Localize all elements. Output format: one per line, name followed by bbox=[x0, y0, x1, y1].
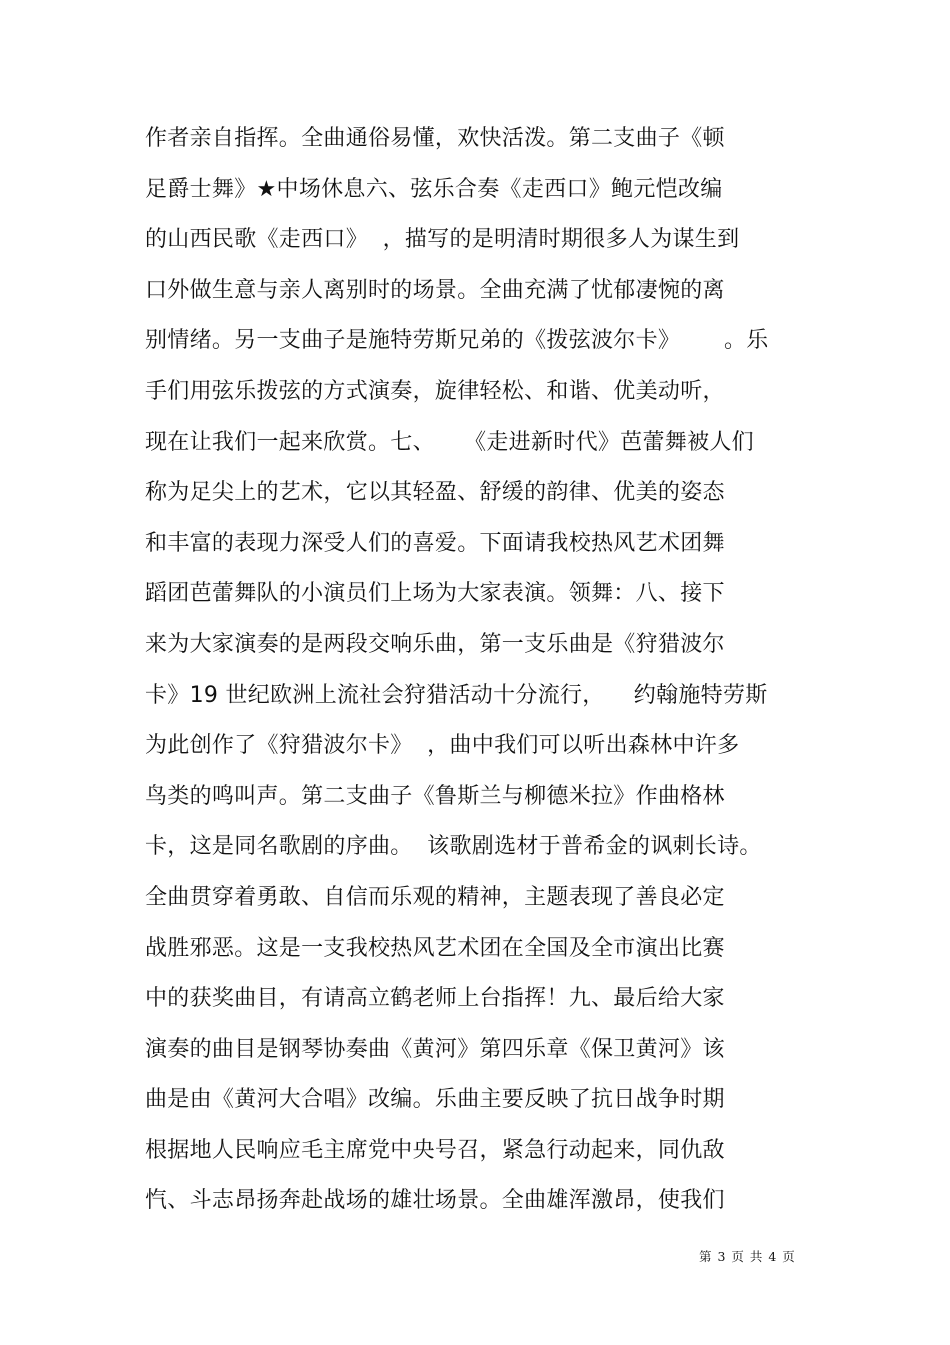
text-line: 口外做生意与亲人离别时的场景。全曲充满了忧郁凄惋的离 bbox=[145, 277, 725, 303]
text-line: 称为足尖上的艺术，它以其轻盈、舒缓的韵律、优美的姿态 bbox=[145, 480, 725, 506]
body-text bbox=[145, 118, 825, 1231]
text-line: 为此创作了《狩猎波尔卡》 ，曲中我们可以听出森林中许多 bbox=[145, 733, 740, 759]
text-line: 战胜邪恶。这是一支我校热风艺术团在全国及全市演出比赛 bbox=[145, 935, 725, 961]
text-line: 中的获奖曲目，有请高立鹤老师上台指挥！九、最后给大家 bbox=[145, 986, 725, 1012]
text-line: 足爵士舞》★中场休息六、弦乐合奏《走西口》鲍元恺改编 bbox=[145, 176, 723, 202]
text-line: 曲是由《黄河大合唱》改编。乐曲主要反映了抗日战争时期 bbox=[145, 1087, 725, 1113]
text-line: 根据地人民响应毛主席党中央号召，紧急行动起来，同仇敌 bbox=[145, 1137, 725, 1163]
text-line: 卡》19 世纪欧洲上流社会狩猎活动十分流行， 约翰施特劳斯 bbox=[145, 682, 768, 708]
text-line: 鸟类的鸣叫声。第二支曲子《鲁斯兰与柳德米拉》作曲格林 bbox=[145, 783, 725, 809]
text-line: 和丰富的表现力深受人们的喜爱。下面请我校热风艺术团舞 bbox=[145, 530, 725, 556]
text-line: 作者亲自指挥。全曲通俗易懂，欢快活泼。第二支曲子《顿 bbox=[145, 126, 725, 151]
text-line: 的山西民歌《走西口》 ，描写的是明清时期很多人为谋生到 bbox=[145, 227, 740, 253]
text-line: 蹈团芭蕾舞队的小演员们上场为大家表演。领舞：八、接下 bbox=[145, 581, 725, 607]
text-line: 别情绪。另一支曲子是施特劳斯兄弟的《拨弦波尔卡》 。乐 bbox=[145, 328, 769, 354]
text-line: 全曲贯穿着勇敢、自信而乐观的精神，主题表现了善良必定 bbox=[145, 884, 725, 910]
text-line: 现在让我们一起来欣赏。七、 《走进新时代》芭蕾舞被人们 bbox=[145, 429, 754, 455]
text-line: 手们用弦乐拨弦的方式演奏，旋律轻松、和谐、优美动听， bbox=[145, 378, 725, 404]
text-line: 忾、斗志昂扬奔赴战场的雄壮场景。全曲雄浑激昂，使我们 bbox=[145, 1188, 725, 1214]
page-number-footer: 第 3 页 共 4 页 bbox=[699, 1249, 796, 1264]
text-line: 来为大家演奏的是两段交响乐曲，第一支乐曲是《狩猎波尔 bbox=[145, 631, 725, 657]
text-line: 卡，这是同名歌剧的序曲。 该歌剧选材于普希金的讽刺长诗。 bbox=[145, 834, 762, 860]
text-line: 演奏的曲目是钢琴协奏曲《黄河》第四乐章《保卫黄河》该 bbox=[145, 1036, 725, 1062]
